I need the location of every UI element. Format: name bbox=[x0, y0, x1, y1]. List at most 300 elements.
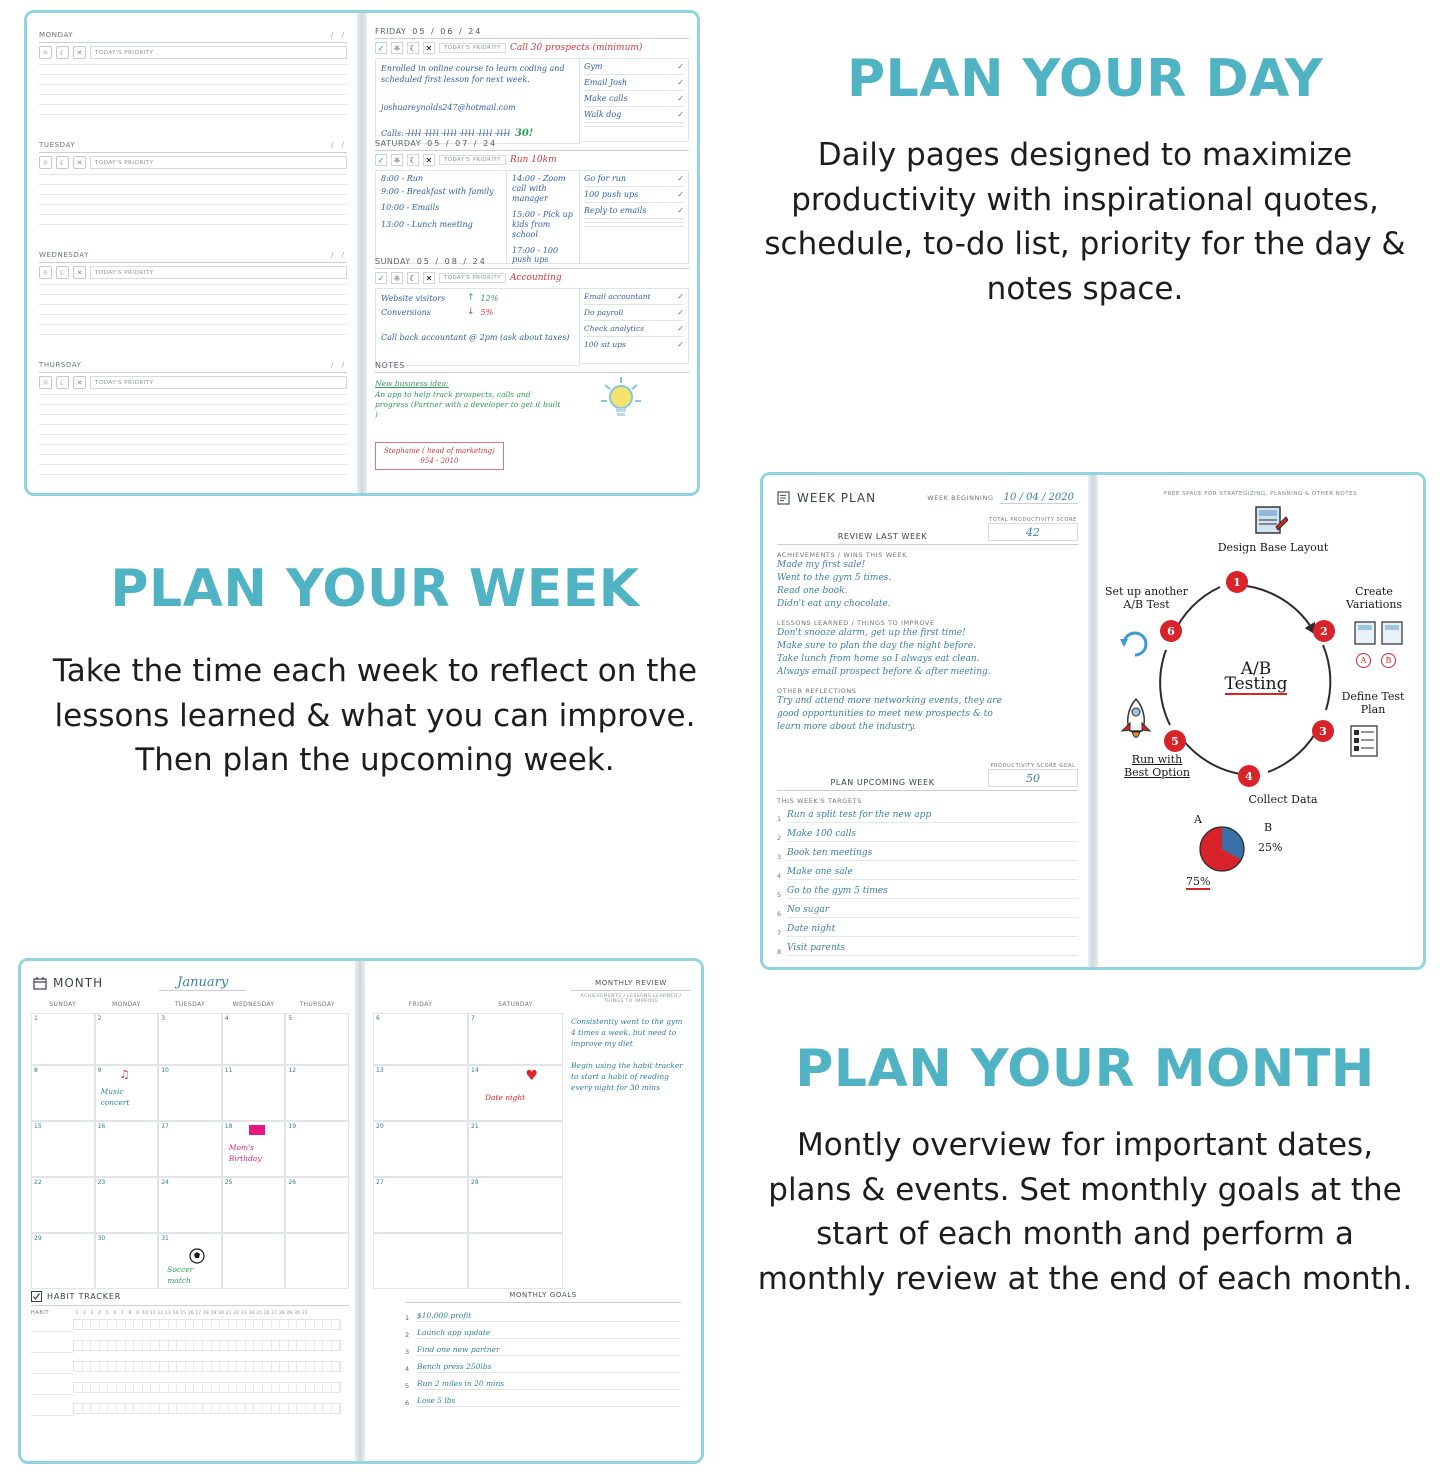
habit-cell[interactable] bbox=[315, 1383, 324, 1392]
reflection-item[interactable]: good opportunities to meet new prospects & to bbox=[777, 709, 993, 719]
target-item[interactable]: Book ten meetings bbox=[787, 847, 1078, 861]
target-item[interactable]: Go to the gym 5 times bbox=[787, 885, 1078, 899]
target-item[interactable]: Run a split test for the new app bbox=[787, 809, 1078, 823]
habit-cell[interactable] bbox=[100, 1383, 109, 1392]
todays-priority-field[interactable]: TODAY'S PRIORITY bbox=[90, 376, 347, 389]
close-icon[interactable]: ✕ bbox=[73, 266, 86, 279]
habit-cell[interactable] bbox=[160, 1362, 169, 1371]
habit-cell[interactable] bbox=[237, 1362, 246, 1371]
todo-item[interactable]: Gym bbox=[584, 62, 603, 71]
close-icon[interactable]: ✕ bbox=[73, 46, 86, 59]
review-line[interactable]: 4 times a week, but need to bbox=[571, 1028, 677, 1037]
habit-cell[interactable] bbox=[203, 1320, 212, 1329]
habit-cell[interactable] bbox=[134, 1383, 143, 1392]
habit-cell[interactable] bbox=[263, 1383, 272, 1392]
habit-cell[interactable] bbox=[263, 1320, 272, 1329]
day-number[interactable]: 11 bbox=[224, 1067, 233, 1074]
day-number[interactable]: 28 bbox=[471, 1179, 479, 1186]
habit-cell[interactable] bbox=[315, 1320, 324, 1329]
todo-item[interactable]: Make calls bbox=[584, 94, 628, 103]
target-item[interactable]: Date night bbox=[787, 923, 1078, 937]
goal-item[interactable]: $10,000 profit bbox=[417, 1311, 681, 1322]
schedule-item[interactable]: 10:00 - Emails bbox=[381, 203, 440, 212]
habit-cell[interactable] bbox=[289, 1341, 298, 1350]
day-number[interactable]: 22 bbox=[34, 1179, 42, 1186]
habit-cell[interactable] bbox=[297, 1404, 306, 1413]
note-lines[interactable] bbox=[39, 284, 347, 335]
habit-cell[interactable] bbox=[177, 1383, 186, 1392]
habit-cell[interactable] bbox=[117, 1362, 126, 1371]
habit-cell[interactable] bbox=[229, 1341, 238, 1350]
cycle-node-4[interactable]: 4 bbox=[1238, 765, 1260, 787]
todo-item[interactable]: Do payroll bbox=[584, 308, 624, 317]
habit-cell[interactable] bbox=[332, 1404, 341, 1413]
productivity-goal-value[interactable]: 50 bbox=[988, 769, 1078, 787]
day-number[interactable]: 8 bbox=[34, 1067, 38, 1074]
habit-cell[interactable] bbox=[108, 1383, 117, 1392]
sunday-note[interactable]: Call back accountant @ 2pm (ask about taxes) bbox=[381, 333, 570, 342]
day-number[interactable]: 26 bbox=[288, 1179, 297, 1186]
close-icon[interactable]: ✕ bbox=[73, 156, 86, 169]
habit-cell[interactable] bbox=[297, 1383, 306, 1392]
lesson-item[interactable]: Make sure to plan the day the night before. bbox=[777, 641, 976, 651]
close-icon[interactable]: ✕ bbox=[423, 154, 435, 166]
habit-cell[interactable] bbox=[143, 1383, 152, 1392]
habit-cell[interactable] bbox=[100, 1404, 109, 1413]
habit-cell[interactable] bbox=[323, 1320, 332, 1329]
habit-cell[interactable] bbox=[323, 1362, 332, 1371]
habit-cell[interactable] bbox=[83, 1320, 92, 1329]
habit-cell[interactable] bbox=[74, 1362, 83, 1371]
habit-row[interactable] bbox=[73, 1361, 341, 1372]
day-number[interactable]: 15 bbox=[34, 1123, 42, 1130]
habit-cell[interactable] bbox=[229, 1383, 238, 1392]
habit-cell[interactable] bbox=[134, 1404, 143, 1413]
moon-icon[interactable]: ☾ bbox=[407, 154, 419, 166]
habit-cell[interactable] bbox=[177, 1404, 186, 1413]
day-number[interactable]: 20 bbox=[376, 1123, 384, 1130]
schedule-item[interactable]: 13:00 - Lunch meeting bbox=[381, 220, 473, 229]
habit-cell[interactable] bbox=[117, 1320, 126, 1329]
habit-cell[interactable] bbox=[100, 1341, 109, 1350]
schedule-item[interactable]: 15:00 - Pick up kids from school bbox=[512, 210, 573, 239]
habit-cell[interactable] bbox=[143, 1404, 152, 1413]
habit-cell[interactable] bbox=[332, 1320, 341, 1329]
day-number[interactable]: 9 bbox=[97, 1067, 102, 1074]
habit-cell[interactable] bbox=[160, 1320, 169, 1329]
habit-cell[interactable] bbox=[169, 1341, 178, 1350]
habit-cell[interactable] bbox=[91, 1362, 100, 1371]
todays-priority-field[interactable]: TODAY'S PRIORITY bbox=[90, 156, 347, 169]
lesson-item[interactable]: Don't snooze alarm, get up the first time! bbox=[777, 628, 966, 638]
habit-cell[interactable] bbox=[151, 1362, 160, 1371]
habit-cell[interactable] bbox=[297, 1341, 306, 1350]
habit-cell[interactable] bbox=[126, 1383, 135, 1392]
habit-cell[interactable] bbox=[126, 1404, 135, 1413]
todo-item[interactable]: Walk dog bbox=[584, 110, 622, 119]
habit-cell[interactable] bbox=[169, 1320, 178, 1329]
habit-cell[interactable] bbox=[229, 1320, 238, 1329]
habit-cell[interactable] bbox=[246, 1404, 255, 1413]
day-number[interactable]: 25 bbox=[224, 1179, 233, 1186]
day-number[interactable]: 5 bbox=[288, 1015, 293, 1022]
habit-cell[interactable] bbox=[186, 1404, 195, 1413]
habit-cell[interactable] bbox=[237, 1404, 246, 1413]
habit-cell[interactable] bbox=[289, 1320, 298, 1329]
habit-cell[interactable] bbox=[83, 1362, 92, 1371]
moon-icon[interactable]: ☾ bbox=[56, 376, 69, 389]
close-icon[interactable]: ✕ bbox=[423, 272, 435, 284]
moon-icon[interactable]: ☾ bbox=[56, 266, 69, 279]
habit-cell[interactable] bbox=[220, 1320, 229, 1329]
habit-cell[interactable] bbox=[254, 1404, 263, 1413]
habit-cell[interactable] bbox=[134, 1341, 143, 1350]
friday-note-text[interactable]: Enrolled in online course to learn coding and scheduled first lesson for next week. bbox=[381, 64, 565, 84]
habit-row[interactable] bbox=[73, 1403, 341, 1414]
goal-item[interactable]: Lose 5 lbs bbox=[417, 1396, 681, 1407]
habit-cell[interactable] bbox=[272, 1320, 281, 1329]
habit-cell[interactable] bbox=[91, 1320, 100, 1329]
contact-callout[interactable] bbox=[375, 442, 504, 470]
habit-cell[interactable] bbox=[177, 1341, 186, 1350]
note-lines[interactable] bbox=[39, 394, 347, 475]
schedule-item[interactable]: 8:00 - Run bbox=[381, 174, 424, 183]
todo-item[interactable]: 100 sit ups bbox=[584, 340, 626, 349]
habit-cell[interactable] bbox=[280, 1341, 289, 1350]
review-line[interactable]: every night for 30 mins bbox=[571, 1083, 660, 1092]
reflection-item[interactable]: learn more about the industry. bbox=[777, 722, 916, 732]
habit-row[interactable] bbox=[73, 1382, 341, 1393]
todays-priority-field[interactable]: TODAY'S PRIORITY bbox=[90, 266, 347, 279]
habit-cell[interactable] bbox=[134, 1320, 143, 1329]
habit-cell[interactable] bbox=[194, 1404, 203, 1413]
habit-cell[interactable] bbox=[280, 1320, 289, 1329]
habit-cell[interactable] bbox=[194, 1383, 203, 1392]
habit-name-field[interactable] bbox=[31, 1406, 73, 1416]
habit-cell[interactable] bbox=[220, 1404, 229, 1413]
day-number[interactable]: 23 bbox=[97, 1179, 106, 1186]
review-line[interactable]: Consistently went to the gym bbox=[571, 1017, 683, 1026]
habit-cell[interactable] bbox=[220, 1383, 229, 1392]
schedule-item[interactable]: 9:00 - Breakfast with family bbox=[381, 187, 494, 196]
habit-cell[interactable] bbox=[306, 1404, 315, 1413]
habit-cell[interactable] bbox=[143, 1320, 152, 1329]
habit-cell[interactable] bbox=[134, 1362, 143, 1371]
habit-cell[interactable] bbox=[229, 1362, 238, 1371]
habit-cell[interactable] bbox=[306, 1383, 315, 1392]
review-line[interactable]: to start a habit of reading bbox=[571, 1072, 669, 1081]
day-number[interactable]: 1 bbox=[34, 1015, 38, 1022]
day-number[interactable]: 24 bbox=[161, 1179, 169, 1186]
habit-cell[interactable] bbox=[280, 1383, 289, 1392]
sunrise-icon[interactable]: ☼ bbox=[391, 272, 403, 284]
habit-cell[interactable] bbox=[74, 1320, 83, 1329]
todo-item[interactable]: Check analytics bbox=[584, 324, 645, 333]
week-beginning-date[interactable]: 10 / 04 / 2020 bbox=[1000, 492, 1078, 504]
sunrise-icon[interactable]: ☼ bbox=[391, 42, 403, 54]
habit-cell[interactable] bbox=[186, 1320, 195, 1329]
event-text[interactable]: Date night bbox=[485, 1093, 526, 1102]
lesson-item[interactable]: Always email prospect before & after meeting. bbox=[777, 667, 991, 677]
habit-cell[interactable] bbox=[169, 1362, 178, 1371]
cycle-node-1[interactable]: 1 bbox=[1226, 571, 1248, 593]
reflection-item[interactable]: Try and attend more networking events, they are bbox=[777, 696, 1002, 706]
habit-cell[interactable] bbox=[220, 1362, 229, 1371]
target-item[interactable]: No sugar bbox=[787, 904, 1078, 918]
habit-cell[interactable] bbox=[280, 1362, 289, 1371]
habit-cell[interactable] bbox=[151, 1320, 160, 1329]
habit-cell[interactable] bbox=[246, 1362, 255, 1371]
sunrise-icon[interactable]: ☼ bbox=[39, 156, 52, 169]
habit-cell[interactable] bbox=[272, 1362, 281, 1371]
habit-cell[interactable] bbox=[332, 1383, 341, 1392]
day-number[interactable]: 18 bbox=[224, 1123, 233, 1130]
habit-cell[interactable] bbox=[83, 1383, 92, 1392]
day-number[interactable]: 10 bbox=[161, 1067, 169, 1074]
achievement-item[interactable]: Went to the gym 5 times. bbox=[777, 573, 892, 583]
habit-name-field[interactable] bbox=[31, 1364, 73, 1374]
sunrise-icon[interactable]: ☼ bbox=[39, 46, 52, 59]
habit-cell[interactable] bbox=[297, 1362, 306, 1371]
note-lines[interactable] bbox=[39, 174, 347, 225]
moon-icon[interactable]: ☾ bbox=[56, 156, 69, 169]
priority-value[interactable]: Call 30 prospects (minimum) bbox=[509, 43, 643, 53]
habit-cell[interactable] bbox=[229, 1404, 238, 1413]
review-line[interactable]: Begin using the habit tracker bbox=[571, 1061, 683, 1070]
habit-cell[interactable] bbox=[323, 1404, 332, 1413]
habit-cell[interactable] bbox=[151, 1404, 160, 1413]
habit-cell[interactable] bbox=[237, 1341, 246, 1350]
habit-cell[interactable] bbox=[177, 1320, 186, 1329]
close-icon[interactable]: ✕ bbox=[73, 376, 86, 389]
cycle-node-5[interactable]: 5 bbox=[1164, 730, 1186, 752]
habit-cell[interactable] bbox=[254, 1320, 263, 1329]
habit-cell[interactable] bbox=[306, 1341, 315, 1350]
habit-cell[interactable] bbox=[212, 1341, 221, 1350]
todo-item[interactable]: Reply to emails bbox=[584, 206, 647, 215]
habit-cell[interactable] bbox=[126, 1320, 135, 1329]
habit-cell[interactable] bbox=[91, 1341, 100, 1350]
day-number[interactable]: 6 bbox=[376, 1015, 380, 1022]
todays-priority-field[interactable]: TODAY'S PRIORITY bbox=[90, 46, 347, 59]
habit-cell[interactable] bbox=[203, 1362, 212, 1371]
habit-cell[interactable] bbox=[246, 1341, 255, 1350]
habit-cell[interactable] bbox=[332, 1341, 341, 1350]
note-lines[interactable] bbox=[39, 64, 347, 115]
achievement-item[interactable]: Made my first sale! bbox=[777, 560, 866, 570]
habit-cell[interactable] bbox=[237, 1320, 246, 1329]
habit-cell[interactable] bbox=[315, 1341, 324, 1350]
todo-item[interactable]: Email accountant bbox=[584, 292, 651, 301]
moon-icon[interactable]: ☾ bbox=[407, 42, 419, 54]
priority-value[interactable]: Accounting bbox=[509, 273, 562, 283]
goal-item[interactable]: Run 2 miles in 20 mins bbox=[417, 1379, 681, 1390]
notes-body[interactable]: An app to help track prospects, calls and progress (Partner with a developer to get it built ) bbox=[375, 390, 561, 419]
day-number[interactable]: 21 bbox=[471, 1123, 479, 1130]
habit-cell[interactable] bbox=[169, 1383, 178, 1392]
event-text[interactable]: Music concert bbox=[100, 1087, 130, 1107]
habit-cell[interactable] bbox=[315, 1362, 324, 1371]
habit-cell[interactable] bbox=[272, 1383, 281, 1392]
habit-cell[interactable] bbox=[246, 1320, 255, 1329]
habit-cell[interactable] bbox=[263, 1341, 272, 1350]
day-number[interactable]: 17 bbox=[161, 1123, 169, 1130]
habit-cell[interactable] bbox=[117, 1383, 126, 1392]
habit-name-field[interactable] bbox=[31, 1322, 73, 1332]
habit-cell[interactable] bbox=[289, 1383, 298, 1392]
cycle-node-6[interactable]: 6 bbox=[1160, 620, 1182, 642]
habit-cell[interactable] bbox=[186, 1383, 195, 1392]
day-number[interactable]: 12 bbox=[288, 1067, 297, 1074]
habit-cell[interactable] bbox=[272, 1341, 281, 1350]
review-line[interactable] bbox=[571, 1049, 691, 1060]
target-item[interactable]: Make one sale bbox=[787, 866, 1078, 880]
habit-cell[interactable] bbox=[254, 1383, 263, 1392]
cycle-node-2[interactable]: 2 bbox=[1313, 620, 1335, 642]
habit-cell[interactable] bbox=[263, 1362, 272, 1371]
habit-cell[interactable] bbox=[186, 1362, 195, 1371]
habit-name-field[interactable] bbox=[31, 1343, 73, 1353]
habit-cell[interactable] bbox=[194, 1362, 203, 1371]
event-text[interactable]: Mom's Birthday bbox=[228, 1143, 262, 1163]
habit-cell[interactable] bbox=[246, 1383, 255, 1392]
todo-item[interactable]: 100 push ups bbox=[584, 190, 639, 199]
habit-cell[interactable] bbox=[272, 1404, 281, 1413]
habit-cell[interactable] bbox=[289, 1404, 298, 1413]
habit-cell[interactable] bbox=[212, 1362, 221, 1371]
habit-cell[interactable] bbox=[108, 1341, 117, 1350]
event-text[interactable]: Soccer match bbox=[167, 1265, 194, 1285]
habit-cell[interactable] bbox=[108, 1320, 117, 1329]
habit-cell[interactable] bbox=[194, 1320, 203, 1329]
goal-item[interactable]: Launch app update bbox=[417, 1328, 681, 1339]
habit-cell[interactable] bbox=[323, 1341, 332, 1350]
habit-cell[interactable] bbox=[194, 1341, 203, 1350]
day-number[interactable]: 29 bbox=[34, 1235, 42, 1242]
habit-cell[interactable] bbox=[160, 1404, 169, 1413]
habit-row[interactable] bbox=[73, 1319, 341, 1330]
achievement-item[interactable]: Didn't eat any chocolate. bbox=[777, 599, 891, 609]
habit-cell[interactable] bbox=[237, 1383, 246, 1392]
habit-cell[interactable] bbox=[297, 1320, 306, 1329]
schedule-item[interactable]: 17:00 - 100 push ups bbox=[512, 246, 559, 264]
month-name-value[interactable]: January bbox=[159, 975, 246, 991]
review-line[interactable]: improve my diet bbox=[571, 1039, 633, 1048]
checkmark-icon[interactable]: ✓ bbox=[375, 272, 387, 284]
day-number[interactable]: 3 bbox=[161, 1015, 166, 1022]
priority-value[interactable]: Run 10km bbox=[509, 155, 557, 165]
habit-cell[interactable] bbox=[177, 1362, 186, 1371]
habit-cell[interactable] bbox=[169, 1404, 178, 1413]
day-number[interactable]: 31 bbox=[161, 1235, 169, 1242]
todo-item[interactable]: Email Josh bbox=[584, 78, 628, 87]
habit-cell[interactable] bbox=[74, 1404, 83, 1413]
habit-cell[interactable] bbox=[126, 1362, 135, 1371]
habit-cell[interactable] bbox=[254, 1362, 263, 1371]
day-number[interactable]: 19 bbox=[288, 1123, 297, 1130]
habit-cell[interactable] bbox=[108, 1404, 117, 1413]
habit-cell[interactable] bbox=[74, 1383, 83, 1392]
friday-email[interactable]: joshuareynolds247@hotmail.com bbox=[381, 103, 516, 112]
habit-name-field[interactable] bbox=[31, 1385, 73, 1395]
habit-cell[interactable] bbox=[186, 1341, 195, 1350]
day-number[interactable]: 14 bbox=[471, 1067, 479, 1074]
habit-cell[interactable] bbox=[100, 1320, 109, 1329]
habit-cell[interactable] bbox=[143, 1362, 152, 1371]
metric-name[interactable]: Conversions bbox=[381, 307, 431, 317]
habit-cell[interactable] bbox=[83, 1404, 92, 1413]
habit-cell[interactable] bbox=[83, 1341, 92, 1350]
habit-cell[interactable] bbox=[203, 1341, 212, 1350]
goal-item[interactable]: Find one new partner bbox=[417, 1345, 681, 1356]
habit-row[interactable] bbox=[73, 1340, 341, 1351]
cycle-node-3[interactable]: 3 bbox=[1312, 720, 1334, 742]
day-number[interactable]: 27 bbox=[376, 1179, 384, 1186]
habit-cell[interactable] bbox=[220, 1341, 229, 1350]
habit-cell[interactable] bbox=[306, 1362, 315, 1371]
habit-cell[interactable] bbox=[91, 1383, 100, 1392]
habit-cell[interactable] bbox=[151, 1341, 160, 1350]
habit-cell[interactable] bbox=[280, 1404, 289, 1413]
close-icon[interactable]: ✕ bbox=[423, 42, 435, 54]
habit-cell[interactable] bbox=[108, 1362, 117, 1371]
metric-name[interactable]: Website visitors bbox=[381, 293, 446, 303]
habit-cell[interactable] bbox=[254, 1341, 263, 1350]
habit-cell[interactable] bbox=[126, 1341, 135, 1350]
habit-cell[interactable] bbox=[143, 1341, 152, 1350]
habit-cell[interactable] bbox=[117, 1341, 126, 1350]
goal-item[interactable]: Bench press 250lbs bbox=[417, 1362, 681, 1373]
habit-cell[interactable] bbox=[160, 1341, 169, 1350]
productivity-score-value[interactable]: 42 bbox=[988, 523, 1078, 541]
sunrise-icon[interactable]: ☼ bbox=[39, 266, 52, 279]
target-item[interactable]: Make 100 calls bbox=[787, 828, 1078, 842]
day-number[interactable]: 7 bbox=[471, 1015, 475, 1022]
habit-cell[interactable] bbox=[74, 1341, 83, 1350]
habit-cell[interactable] bbox=[323, 1383, 332, 1392]
moon-icon[interactable]: ☾ bbox=[407, 272, 419, 284]
habit-cell[interactable] bbox=[203, 1404, 212, 1413]
habit-cell[interactable] bbox=[203, 1383, 212, 1392]
checkmark-icon[interactable]: ✓ bbox=[375, 154, 387, 166]
habit-cell[interactable] bbox=[263, 1404, 272, 1413]
habit-cell[interactable] bbox=[117, 1404, 126, 1413]
habit-cell[interactable] bbox=[100, 1362, 109, 1371]
day-number[interactable]: 2 bbox=[97, 1015, 102, 1022]
todo-item[interactable]: Go for run bbox=[584, 174, 627, 183]
habit-cell[interactable] bbox=[212, 1320, 221, 1329]
habit-cell[interactable] bbox=[306, 1320, 315, 1329]
notes-title[interactable]: New business idea: bbox=[375, 379, 449, 388]
lesson-item[interactable]: Take lunch from home so I always eat clean. bbox=[777, 654, 980, 664]
day-number[interactable]: 16 bbox=[97, 1123, 106, 1130]
habit-cell[interactable] bbox=[91, 1404, 100, 1413]
day-number[interactable]: 30 bbox=[97, 1235, 106, 1242]
habit-cell[interactable] bbox=[160, 1383, 169, 1392]
day-number[interactable]: 4 bbox=[224, 1015, 229, 1022]
habit-cell[interactable] bbox=[315, 1404, 324, 1413]
habit-cell[interactable] bbox=[151, 1383, 160, 1392]
sunrise-icon[interactable]: ☼ bbox=[391, 154, 403, 166]
habit-cell[interactable] bbox=[332, 1362, 341, 1371]
habit-cell[interactable] bbox=[212, 1383, 221, 1392]
achievement-item[interactable]: Read one book. bbox=[777, 586, 848, 596]
moon-icon[interactable]: ☾ bbox=[56, 46, 69, 59]
target-item[interactable]: Visit parents bbox=[787, 942, 1078, 956]
day-number[interactable]: 13 bbox=[376, 1067, 384, 1074]
schedule-item[interactable]: 14:00 - Zoom call with manager bbox=[512, 174, 566, 203]
habit-cell[interactable] bbox=[289, 1362, 298, 1371]
